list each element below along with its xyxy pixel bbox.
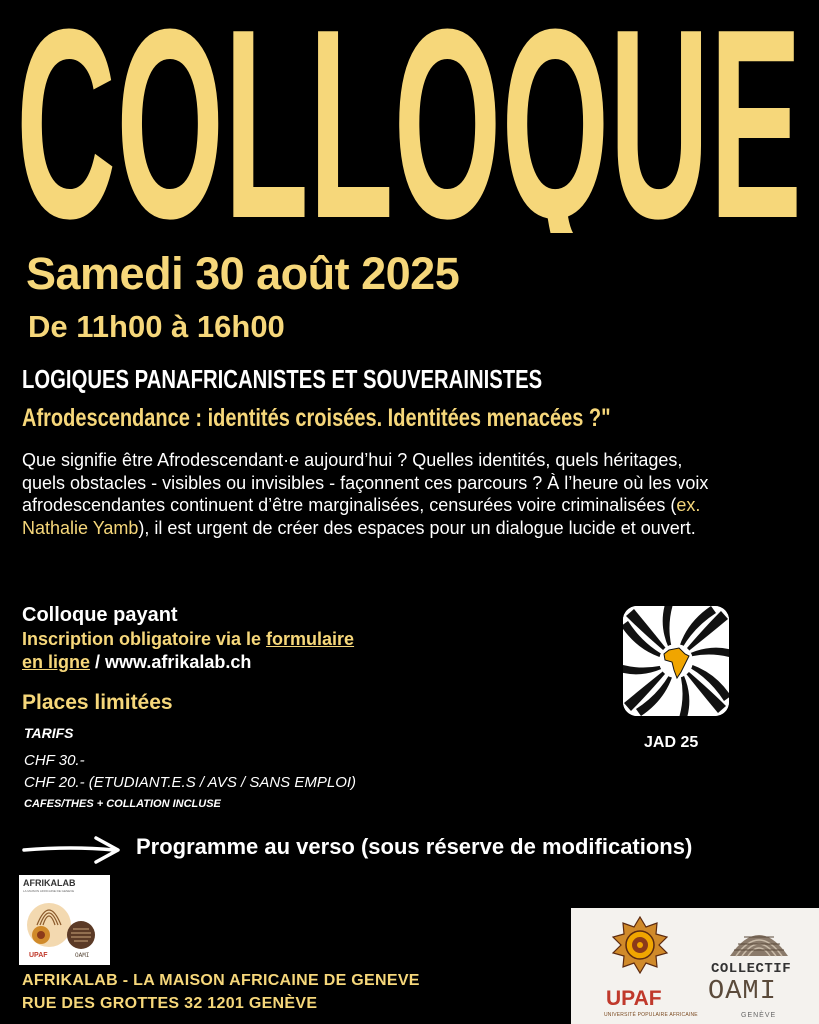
registration-prefix: Inscription obligatoire via le	[22, 629, 267, 649]
afrikalab-logo	[19, 875, 110, 965]
link-separator: /	[90, 652, 106, 672]
description	[22, 449, 722, 539]
places-limited: Places limitées	[22, 691, 173, 714]
oami-name: OAMI	[708, 977, 777, 1007]
footer-address: RUE DES GROTTES 32 1201 GENÈVE	[22, 995, 318, 1012]
arrow-right-icon	[22, 832, 122, 868]
registration-info	[22, 628, 354, 674]
partner-logos	[571, 908, 819, 1024]
oami-collectif: COLLECTIF	[711, 961, 792, 977]
online-link[interactable]: en ligne	[22, 652, 91, 672]
price-reduced: CHF 20.- (ETUDIANT.E.S / AVS / SANS EMPLOI)	[24, 774, 357, 791]
description-part2: ), il est urgent de créer des espaces pour un dialogue lucide et ouvert.	[138, 517, 696, 538]
jad-logo	[623, 606, 729, 716]
title-text: COLLOQUE	[16, 8, 803, 233]
upaf-subtitle: UNIVERSITÉ POPULAIRE AFRICAINE	[604, 1012, 698, 1018]
event-date: Samedi 30 août 2025	[26, 248, 460, 299]
programme-note: Programme au verso (sous réserve de modifications)	[136, 834, 693, 859]
poster-title	[14, 8, 804, 233]
afrikalab-logo-name: AFRIKALAB	[23, 878, 76, 888]
form-link[interactable]: formulaire	[266, 629, 355, 649]
afrikalab-logo-oami: OAMI	[75, 952, 90, 959]
website-link[interactable]: www.afrikalab.ch	[105, 652, 252, 672]
main-heading: LOGIQUES PANAFRICANISTES ET SOUVERAINISTES	[22, 364, 543, 394]
footer-organizer: AFRIKALAB - LA MAISON AFRICAINE DE GENEVE	[22, 972, 420, 989]
oami-hut-icon	[728, 922, 790, 958]
tarifs-label: TARIFS	[24, 725, 74, 741]
upaf-name: UPAF	[606, 987, 662, 1010]
jad-label: JAD 25	[644, 734, 699, 751]
price-full: CHF 30.-	[24, 752, 85, 769]
description-highlight: ex. Nathalie Yamb	[22, 495, 701, 538]
oami-city: GENÈVE	[741, 1012, 777, 1019]
included-note: CAFES/THES + COLLATION INCLUSE	[24, 798, 221, 810]
upaf-emblem-icon	[610, 916, 670, 974]
afrikalab-logo-tagline: LA MAISON AFRICAINE DE GENEVE	[23, 889, 75, 893]
afrikalab-logo-upaf: UPAF	[29, 952, 48, 959]
sub-heading: Afrodescendance : identités croisées. Identitées menacées ?"	[22, 404, 611, 432]
description-part1: Que signifie être Afrodescendant·e aujourd’hui ? Quelles identités, quels héritages, quels obstacles - visibles ou invisibles - façonnent ces parcours ? À l’heure où les voix afrodescendantes continuent d’être marginalisées, censurées voire criminalisées (	[22, 450, 709, 515]
paying-label: Colloque payant	[22, 604, 178, 626]
event-time: De 11h00 à 16h00	[28, 309, 285, 344]
